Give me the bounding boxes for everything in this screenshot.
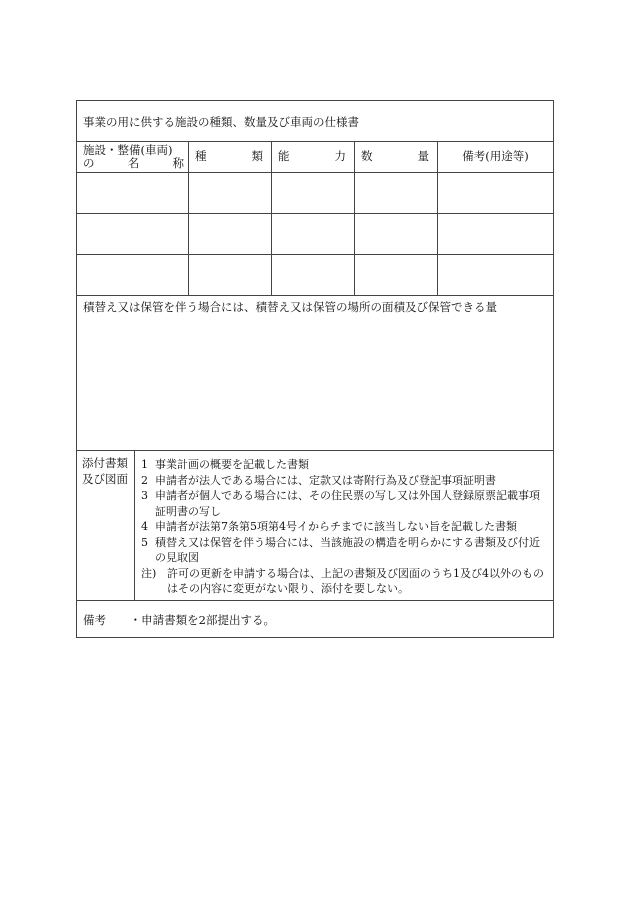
storage-section[interactable]	[77, 296, 553, 451]
header-quantity: 数 量	[355, 142, 438, 172]
header-remarks: 備考(用途等)	[462, 149, 529, 163]
cell-capacity[interactable]	[272, 214, 355, 254]
attachments-list	[135, 451, 553, 600]
cell-facility-name[interactable]	[77, 173, 189, 213]
list-item: 1 事業計画の概要を記載した書類	[141, 458, 309, 471]
cell-capacity[interactable]	[272, 173, 355, 213]
remarks-label: 備考	[83, 613, 106, 627]
remarks-text: ・申請書類を2部提出する。	[129, 613, 275, 627]
remarks-section	[77, 601, 553, 637]
cell-remarks[interactable]	[438, 173, 553, 213]
table-row	[77, 255, 553, 296]
table-header-row	[77, 142, 553, 173]
form-title: 事業の用に供する施設の種類、数量及び車両の仕様書	[77, 101, 553, 142]
table-row	[77, 214, 553, 255]
list-item: 2 申請者が法人である場合には、定款又は寄附行為及び登記事項証明書	[141, 473, 496, 487]
storage-description: 積替え又は保管を伴う場合には、積替え又は保管の場所の面積及び保管できる量	[83, 300, 497, 314]
attachments-note: 注) 許可の更新を申請する場合は、上記の書類及び図面のうち1及び4以外のものはその内容に変更がない限り、添付を要しない。	[141, 566, 544, 595]
attachments-section	[77, 451, 553, 601]
cell-quantity[interactable]	[355, 173, 438, 213]
cell-facility-name[interactable]	[77, 255, 189, 295]
list-item: 3 申請者が個人である場合には、その住民票の写し又は外国人登録原票記載事項証明書の写し	[141, 489, 540, 518]
header-facility-line2: の 名 称	[83, 156, 184, 170]
attachments-label: 添付書類 及び図面	[77, 451, 135, 600]
cell-remarks[interactable]	[438, 214, 553, 254]
cell-facility-name[interactable]	[77, 214, 189, 254]
cell-type[interactable]	[189, 214, 272, 254]
cell-remarks[interactable]	[438, 255, 553, 295]
header-facility-name	[77, 142, 189, 172]
list-item: 5 積替え又は保管を伴う場合には、当該施設の構造を明らかにする書類及び付近の見取図	[141, 535, 540, 564]
table-row	[77, 173, 553, 214]
specification-form	[76, 100, 554, 638]
cell-quantity[interactable]	[355, 255, 438, 295]
cell-quantity[interactable]	[355, 214, 438, 254]
header-facility-line1: 施設・整備(車両)	[83, 143, 173, 157]
header-type: 種 類	[189, 142, 272, 172]
list-item: 4 申請者が法第7条第5項第4号イからチまでに該当しない旨を記載した書類	[141, 520, 517, 533]
header-capacity: 能 力	[272, 142, 355, 172]
cell-type[interactable]	[189, 255, 272, 295]
cell-type[interactable]	[189, 173, 272, 213]
cell-capacity[interactable]	[272, 255, 355, 295]
